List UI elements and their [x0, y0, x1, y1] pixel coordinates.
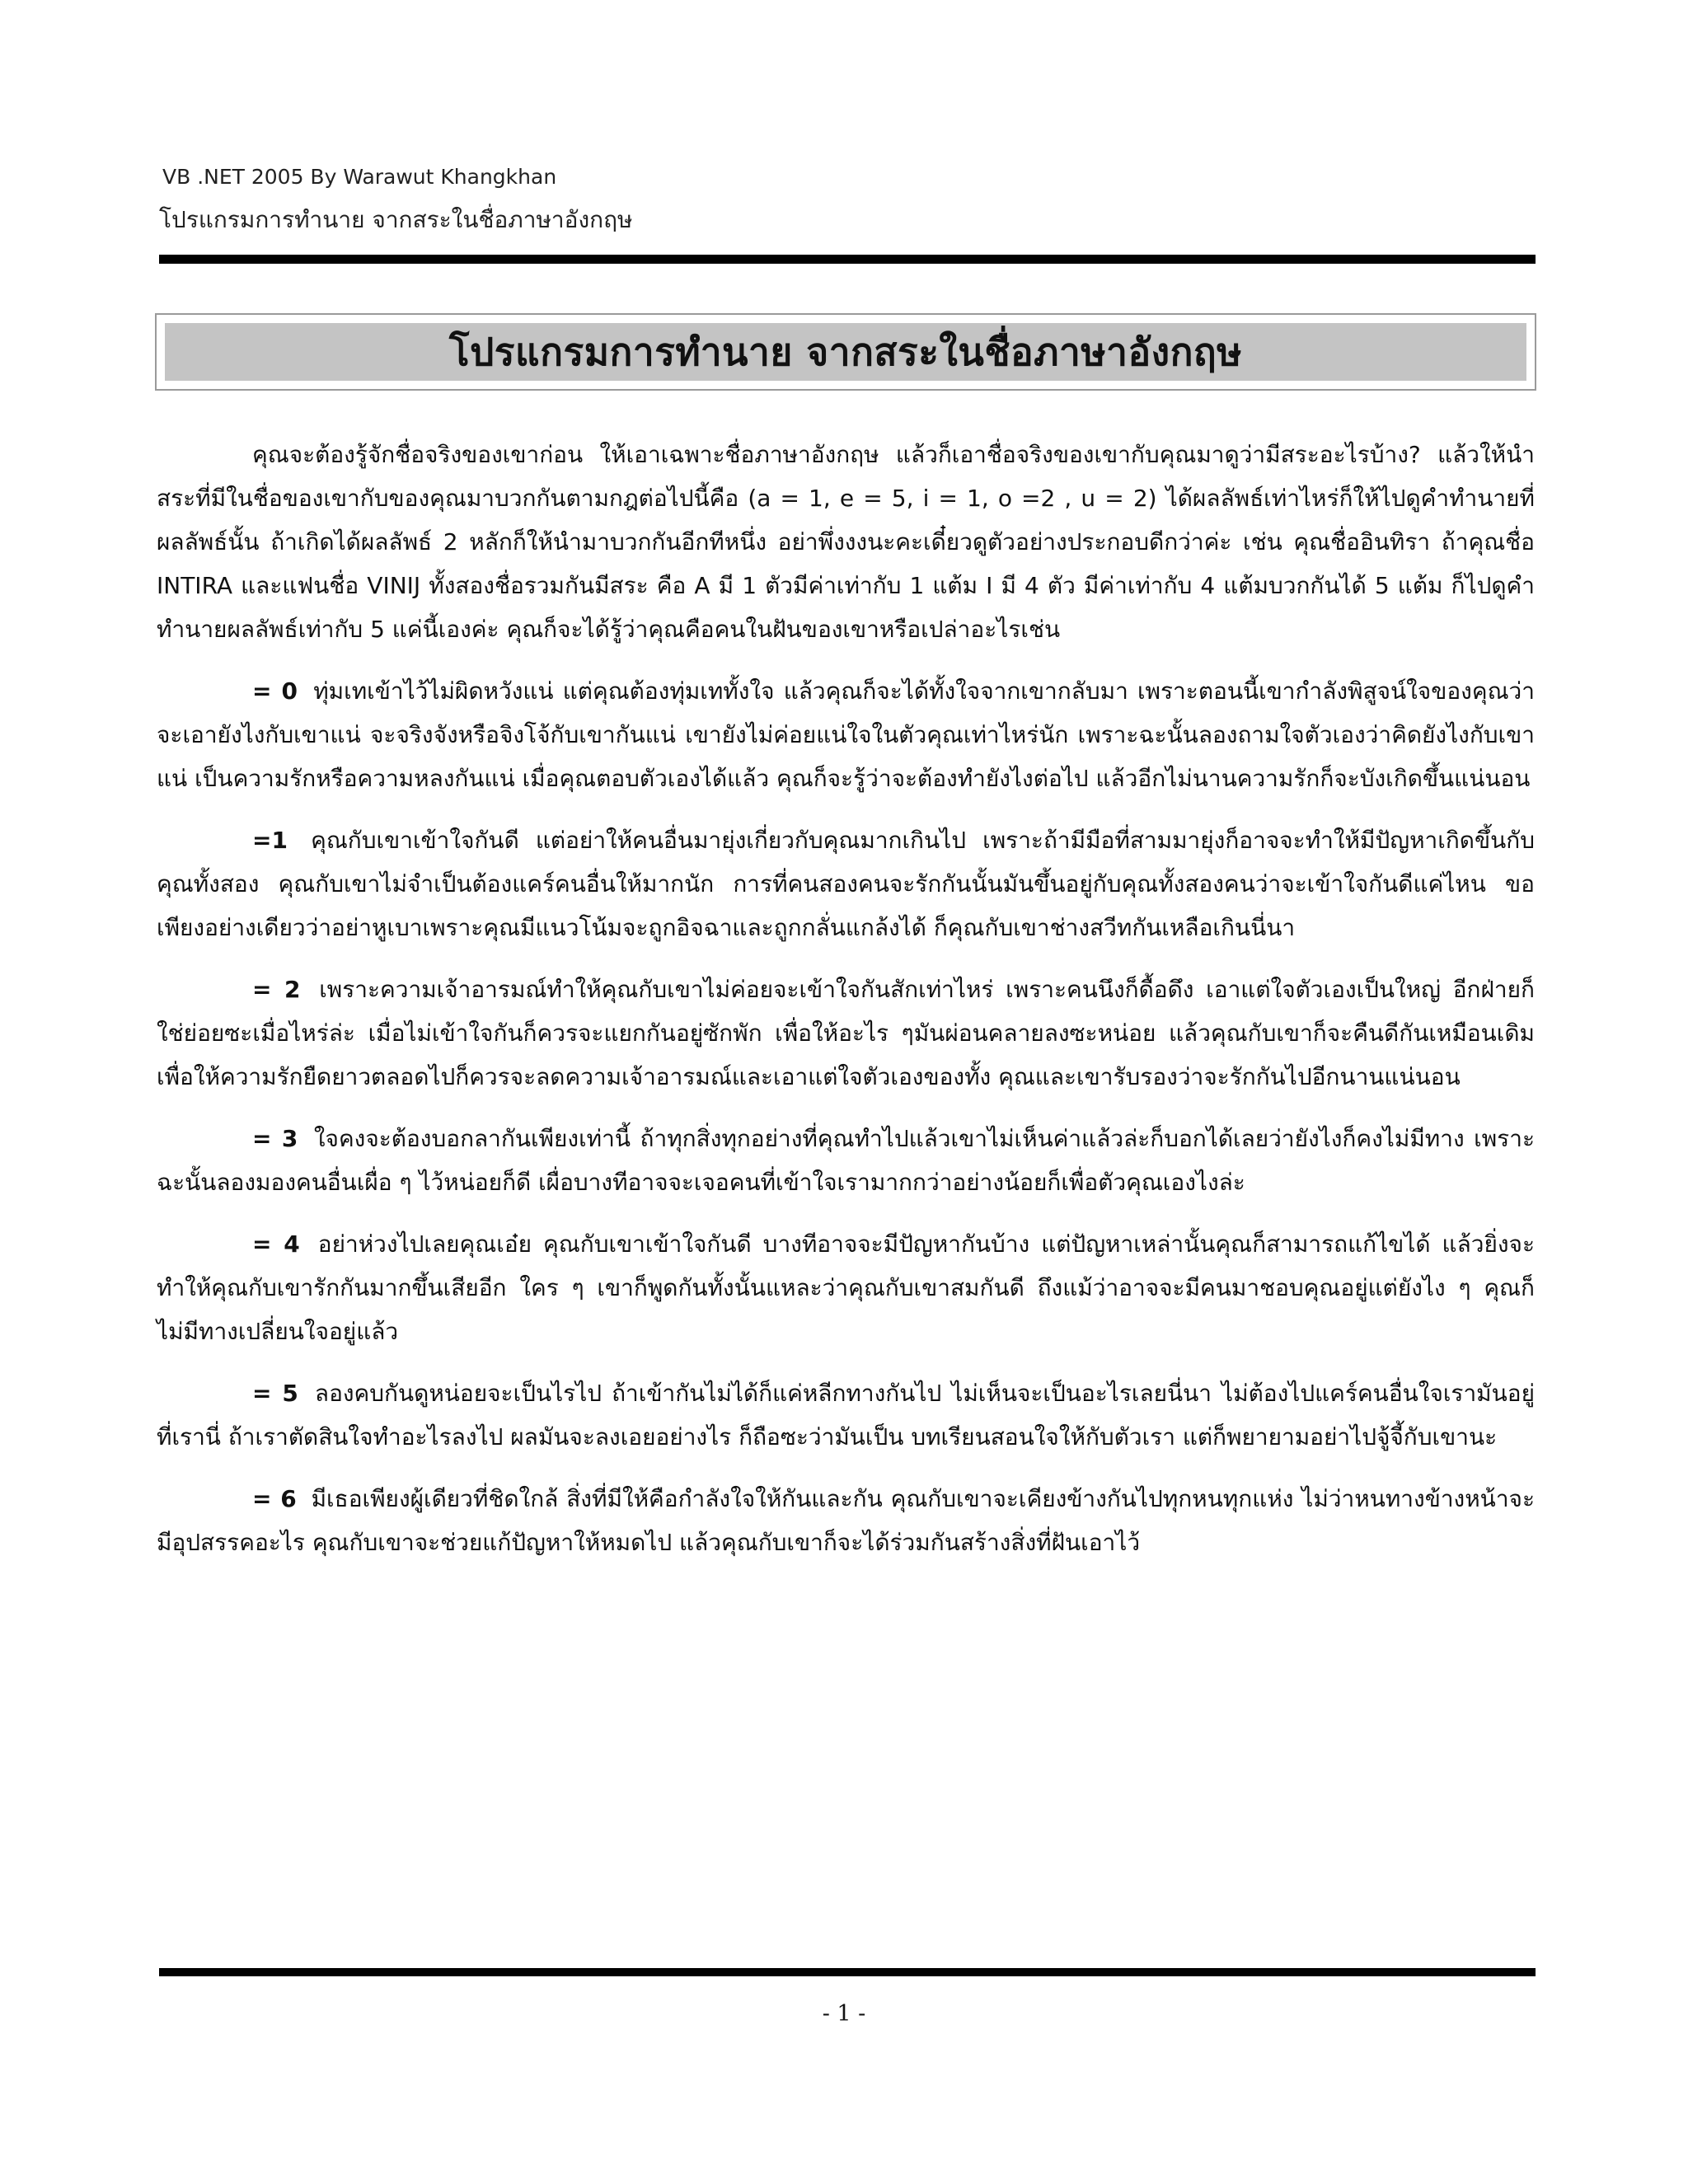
header-author-line: VB .NET 2005 By Warawut Khangkhan — [162, 165, 557, 189]
prediction-paragraph — [157, 1477, 1535, 1564]
prediction-text: ใจคงจะต้องบอกลากันเพียงเท่านี้ ถ้าทุกสิ่งทุกอย่างที่คุณทำไปแล้วเขาไม่เห็นค่าแล้วล่ะก็บอกได้เลยว่ายังไงก็คงไม่มีทาง เพราะฉะนั้นลองมองคนอื่นเผื่อ ๆ ไว้หน่อยก็ดี เผื่อบางทีอาจจะเจอคนที่เข้าใจเรามากกว่าอย่างน้อยก็เพื่อตัวคุณเองไงล่ะ — [157, 1125, 1535, 1196]
prediction-score: = 0 — [252, 677, 298, 705]
header-divider — [159, 255, 1536, 264]
prediction-score: = 3 — [252, 1125, 298, 1152]
prediction-score: = 6 — [252, 1485, 297, 1512]
prediction-text: อย่าห่วงไปเลยคุณเอ๋ย คุณกับเขาเข้าใจกันดี บางทีอาจจะมีปัญหากันบ้าง แต่ปัญหาเหล่านั้นคุณก็สามารถแก้ไขได้ แล้วยิ่งจะทำให้คุณกับเขารักกันมากขึ้นเสียอีก ใคร ๆ เขาก็พูดกันทั้งนั้นแหละว่าคุณกับเขาสมกันดี ถึงแม้ว่าอาจจะมีคนมาชอบคุณอยู่แต่ยังไง ๆ คุณก็ไม่มีทางเปลี่ยนใจอยู่แล้ว — [157, 1230, 1535, 1345]
prediction-score: = 4 — [252, 1230, 300, 1258]
intro-paragraph: คุณจะต้องรู้จักชื่อจริงของเขาก่อน ให้เอาเฉพาะชื่อภาษาอังกฤษ แล้วก็เอาชื่อจริงของเขากับคุณมาดูว่ามีสระอะไรบ้าง? แล้วให้นำสระที่มีในชื่อของเขากับของคุณมาบวกกันตามกฎต่อไปนี้คือ (a = 1, e = 5, i = 1, o =2 , u = 2) ได้ผลลัพธ์เท่าไหร่ก็ให้ไปดูคำทำนายที่ผลลัพธ์นั้น ถ้าเกิดได้ผลลัพธ์ 2 หลักก็ให้นำมาบวกกันอีกทีหนึ่ง อย่าพึ่งงงนะคะเดี๋ยวดูตัวอย่างประกอบดีกว่าค่ะ เช่น คุณชื่ออินทิรา ถ้าคุณชื่อ INTIRA และแฟนชื่อ VINIJ ทั้งสองชื่อรวมกันมีสระ คือ A มี 1 ตัวมีค่าเท่ากับ 1 แต้ม I มี 4 ตัว มีค่าเท่ากับ 4 แต้มบวกกันได้ 5 แต้ม ก็ไปดูคำทำนายผลลัพธ์เท่ากับ 5 แค่นี้เองค่ะ คุณก็จะได้รู้ว่าคุณคือคนในฝันของเขาหรือเปล่าอะไรเช่น — [157, 441, 1535, 643]
page-title: โปรแกรมการทำนาย จากสระในชื่อภาษาอังกฤษ — [448, 329, 1243, 374]
footer-divider — [159, 1968, 1536, 1976]
prediction-score: =1 — [252, 827, 288, 854]
prediction-text: เพราะความเจ้าอารมณ์ทำให้คุณกับเขาไม่ค่อยจะเข้าใจกันสักเท่าไหร่ เพราะคนนึงก็ดื้อดึง เอาแต่ใจตัวเองเป็นใหญ่ อีกฝ่ายก็ใช่ย่อยซะเมื่อไหร่ล่ะ เมื่อไม่เข้าใจกันก็ควรจะแยกกันอยู่ซักพัก เพื่อให้อะไร ๆมันผ่อนคลายลงซะหน่อย แล้วคุณกับเขาก็จะคืนดีกันเหมือนเดิม เพื่อให้ความรักยืดยาวตลอดไปก็ควรจะลดความเจ้าอารมณ์และเอาแต่ใจตัวเองของทั้ง คุณและเขารับรองว่าจะรักกันไปอีกนานแน่นอน — [157, 976, 1535, 1090]
prediction-score: = 2 — [252, 976, 301, 1003]
prediction-paragraph — [157, 1117, 1535, 1204]
prediction-text: ทุ่มเทเข้าไว้ไม่ผิดหวังแน่ แต่คุณต้องทุ่มเททั้งใจ แล้วคุณก็จะได้ทั้งใจจากเขากลับมา เพราะตอนนี้เขากำลังพิสูจน์ใจของคุณว่าจะเอายังไงกับเขาแน่ จะจริงจังหรือจิงโจ้กับเขากันแน่ เขายังไม่ค่อยแน่ใจในตัวคุณเท่าไหร่นัก เพราะฉะนั้นลองถามใจตัวเองว่าคิดยังไงกับเขาแน่ เป็นความรักหรือความหลงกันแน่ เมื่อคุณตอบตัวเองได้แล้ว คุณก็จะรู้ว่าจะต้องทำยังไงต่อไป แล้วอีกไม่นานความรักก็จะบังเกิดขึ้นแน่นอน — [157, 677, 1535, 792]
page-number: - 1 - — [822, 2001, 866, 2027]
title-frame — [155, 313, 1536, 391]
document-body — [157, 433, 1535, 1582]
prediction-paragraph — [157, 968, 1535, 1099]
prediction-text: คุณกับเขาเข้าใจกันดี แต่อย่าให้คนอื่นมายุ่งเกี่ยวกับคุณมากเกินไป เพราะถ้ามีมือที่สามมายุ่งก็อาจจะทำให้มีปัญหาเกิดขึ้นกับคุณทั้งสอง คุณกับเขาไม่จำเป็นต้องแคร์คนอื่นให้มากนัก การที่คนสองคนจะรักกันนั้นมันขึ้นอยู่กับคุณทั้งสองคนว่าจะเข้าใจกันดีแค่ไหน ขอเพียงอย่างเดียวว่าอย่าหูเบาเพราะคุณมีแนวโน้มจะถูกอิจฉาและถูกกลั่นแกล้งได้ ก็คุณกับเขาช่างสวีทกันเหลือเกินนี่นา — [157, 827, 1535, 941]
prediction-paragraph — [157, 818, 1535, 949]
prediction-paragraph — [157, 1371, 1535, 1459]
title-banner — [165, 323, 1526, 381]
prediction-score: = 5 — [252, 1380, 298, 1407]
prediction-paragraph — [157, 1222, 1535, 1353]
header-subject-line: โปรแกรมการทำนาย จากสระในชื่อภาษาอังกฤษ — [159, 206, 633, 233]
prediction-paragraph — [157, 669, 1535, 800]
prediction-text: มีเธอเพียงผู้เดียวที่ชิดใกล้ สิ่งที่มีให้คือกำลังใจให้กันและกัน คุณกับเขาจะเคียงข้างกันไปทุกหนทุกแห่ง ไม่ว่าหนทางข้างหน้าจะมีอุปสรรคอะไร คุณกับเขาจะช่วยแก้ปัญหาให้หมดไป แล้วคุณกับเขาก็จะได้ร่วมกันสร้างสิ่งที่ฝันเอาไว้ — [157, 1485, 1535, 1556]
prediction-text: ลองคบกันดูหน่อยจะเป็นไรไป ถ้าเข้ากันไม่ได้ก็แค่หลีกทางกันไป ไม่เห็นจะเป็นอะไรเลยนี่นา ไม่ต้องไปแคร์คนอื่นใจเรามันอยู่ที่เรานี่ ถ้าเราตัดสินใจทำอะไรลงไป ผลมันจะลงเอยอย่างไร ก็ถือซะว่ามันเป็น บทเรียนสอนใจให้กับตัวเรา แต่ก็พยายามอย่าไปจู้จี้กับเขานะ — [157, 1380, 1536, 1451]
